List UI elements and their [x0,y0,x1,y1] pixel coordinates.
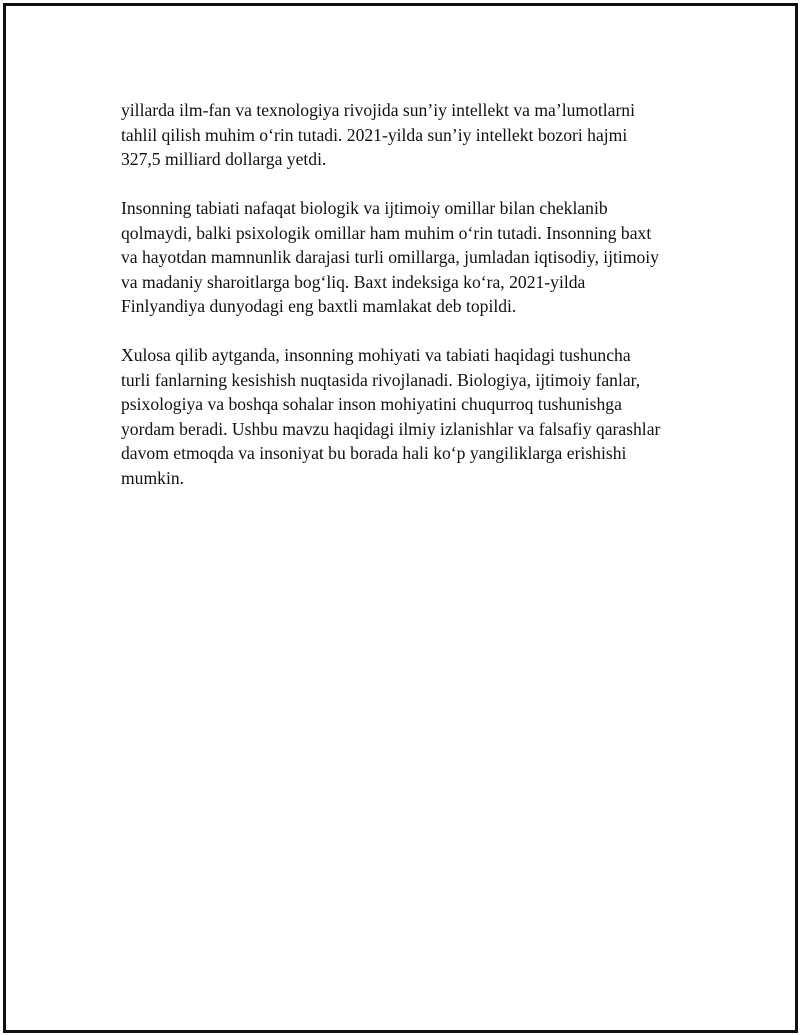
paragraph-line: Xulosa qilib aytganda, insonning mohiyati va tabiati haqidagi tushuncha [121,345,631,365]
paragraph-line: Finlyandiya dunyodagi eng baxtli mamlakat deb topildi. [121,296,517,316]
paragraph-line: yillarda ilm-fan va texnologiya rivojida sun’iy intellekt va ma’lumotlarni [121,100,635,120]
paragraph-ai-market [121,98,701,172]
paragraph-line: Insonning tabiati nafaqat biologik va ijtimoiy omillar bilan cheklanib [121,198,608,218]
paragraph-conclusion [121,343,701,490]
paragraph-line: va hayotdan mamnunlik darajasi turli omillarga, jumladan iqtisodiy, ijtimoiy [121,247,659,267]
paragraph-line: va madaniy sharoitlarga bog‘liq. Baxt indeksiga ko‘ra, 2021-yilda [121,271,586,292]
paragraph-line: mumkin. [121,467,185,488]
document-body [121,98,701,515]
paragraph-line: psixologiya va boshqa sohalar inson mohiyatini chuqurroq tushunishga [121,394,622,414]
paragraph-line: 327,5 milliard dollarga yetdi. [121,149,327,169]
paragraph-line: yordam beradi. Ushbu mavzu haqidagi ilmiy izlanishlar va falsafiy qarashlar [121,418,661,439]
paragraph-human-nature [121,196,701,319]
paragraph-line: qolmaydi, balki psixologik omillar ham muhim o‘rin tutadi. Insonning baxt [121,222,652,243]
document-page [3,3,798,1033]
paragraph-line: tahlil qilish muhim o‘rin tutadi. 2021-yilda sun’iy intellekt bozori hajmi [121,124,628,145]
paragraph-line: turli fanlarning kesishish nuqtasida rivojlanadi. Biologiya, ijtimoiy fanlar, [121,369,641,390]
paragraph-line: davom etmoqda va insoniyat bu borada hali ko‘p yangiliklarga erishishi [121,443,627,463]
